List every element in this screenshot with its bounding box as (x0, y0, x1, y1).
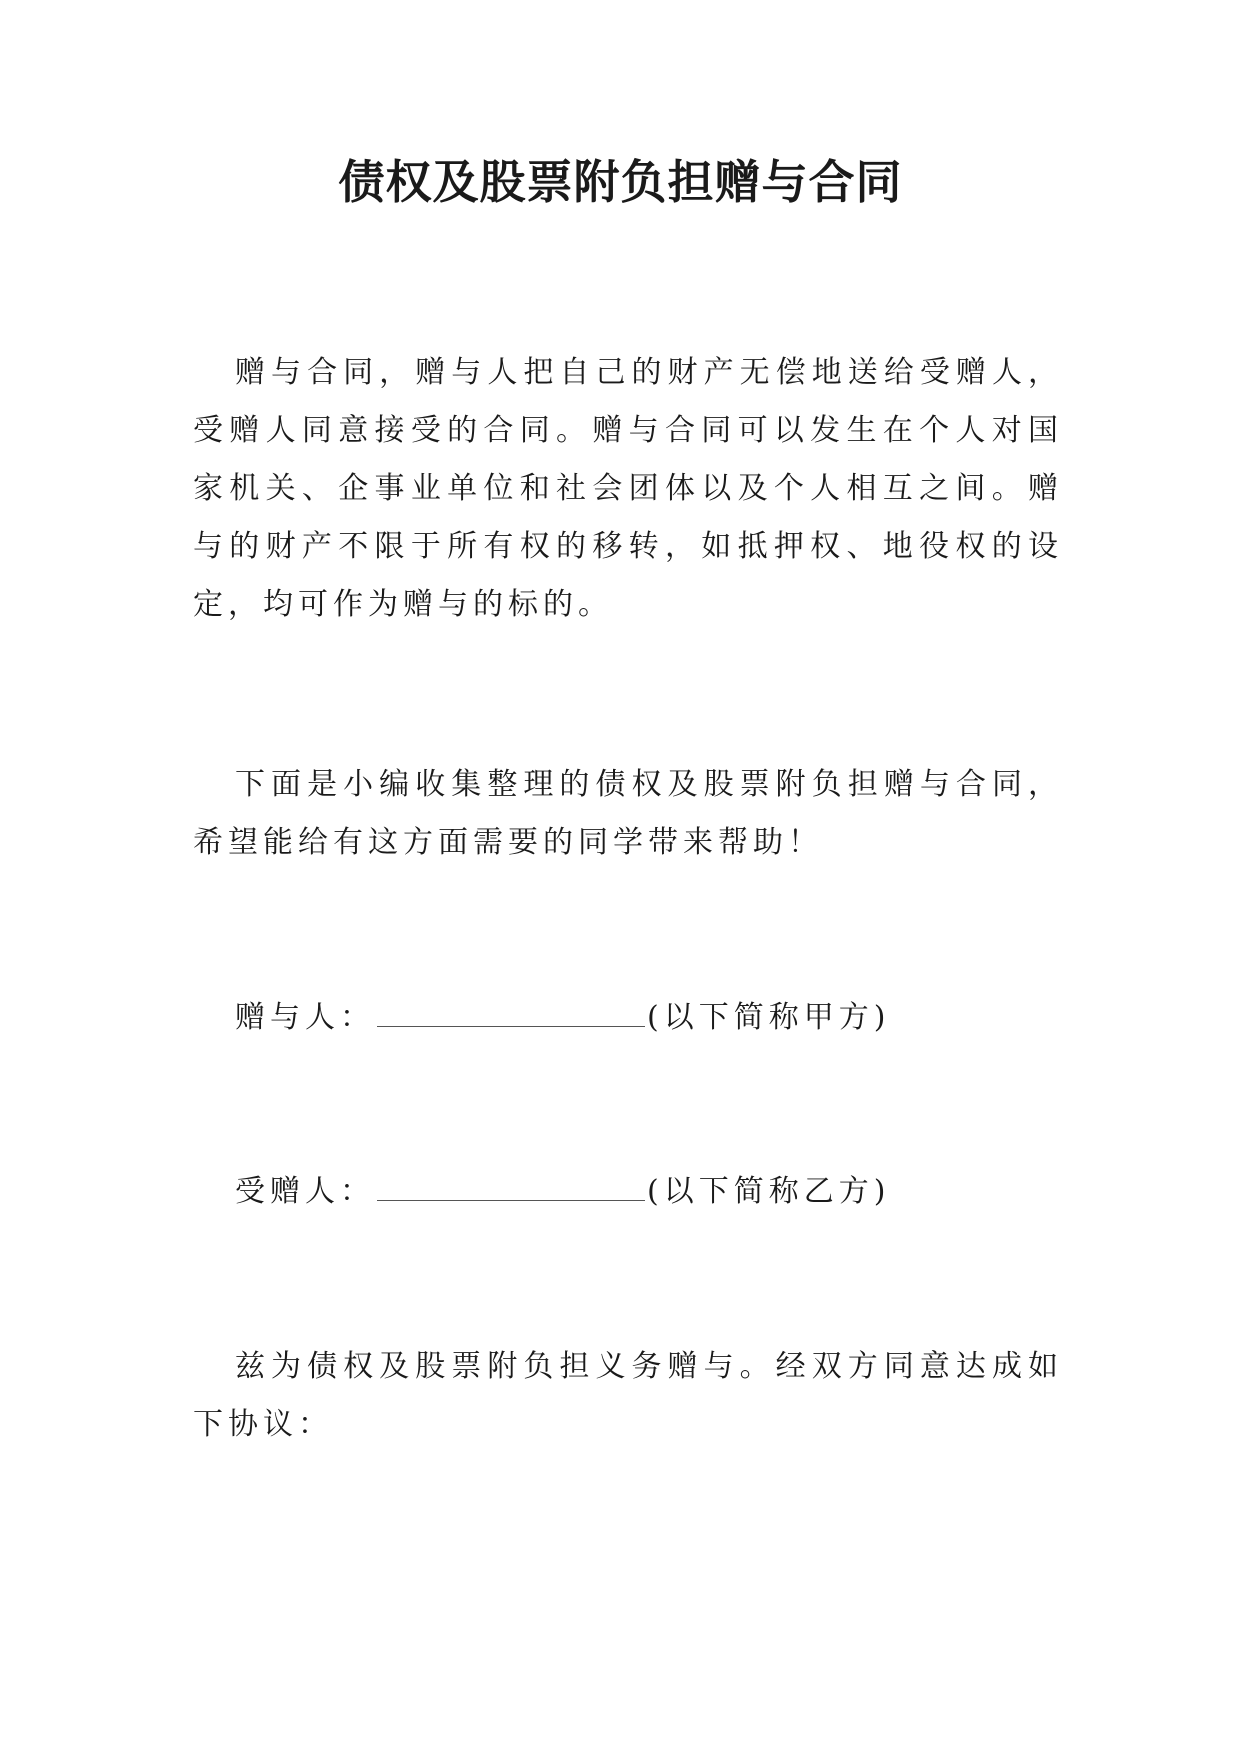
donor-label: 赠与人： (235, 1000, 375, 1035)
donee-line (193, 1163, 1063, 1221)
agreement-paragraph: 兹为债权及股票附负担义务赠与。经双方同意达成如下协议： (193, 1349, 1063, 1442)
donor-suffix: (以下简称甲方) (647, 1000, 891, 1035)
intro-paragraph: 赠与合同，赠与人把自己的财产无偿地送给受赠人，受赠人同意接受的合同。赠与合同可以发生在个人对国家机关、企事业单位和社会团体以及个人相互之间。赠与的财产不限于所有权的移转，如抵押权、地役权的设定，均可作为赠与的标的。 (193, 355, 1063, 622)
donee-suffix: (以下简称乙方) (647, 1174, 891, 1209)
donee-blank-field[interactable] (377, 1174, 645, 1201)
donor-line (193, 989, 1063, 1047)
donor-blank-field[interactable] (377, 1000, 645, 1027)
preface-paragraph: 下面是小编收集整理的债权及股票附负担赠与合同，希望能给有这方面需要的同学带来帮助！ (193, 767, 1063, 860)
donee-label: 受赠人： (235, 1174, 375, 1209)
document-title: 债权及股票附负担赠与合同 (338, 155, 903, 209)
